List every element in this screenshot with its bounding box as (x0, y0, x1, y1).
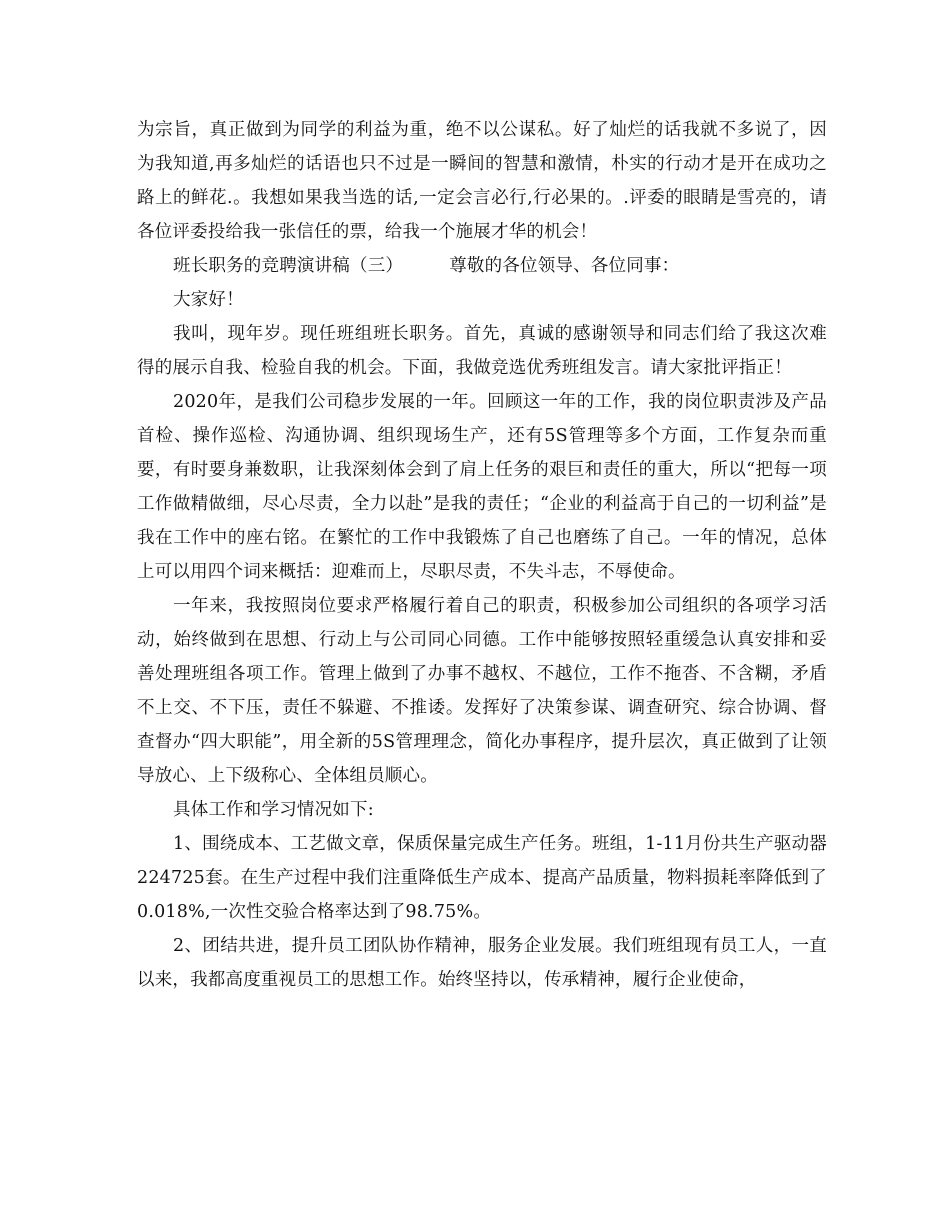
paragraph-1: 为宗旨，真正做到为同学的利益为重，绝不以公谋私。好了灿烂的话我就不多说了，因为我知道,再多灿烂的话语也只不过是一瞬间的智慧和激情，朴实的行动才是开在成功之路上的鲜花.。我想如果我当选的话,一定会言必行,行必果的。.评委的眼睛是雪亮的，请各位评委投给我一张信任的票，给我一个施展才华的机会！ (137, 120, 827, 242)
paragraph-9: 2、团结共进，提升员工团队协作精神，服务企业发展。我们班组现有员工人，一直以来，我都高度重视员工的思想工作。始终坚持以，传承精神，履行企业使命， (137, 936, 827, 990)
paragraph-2: 班长职务的竞聘演讲稿（三） 尊敬的各位领导、各位同事： (173, 256, 680, 276)
paragraph-6: 一年来，我按照岗位要求严格履行着自己的职责，积极参加公司组织的各项学习活动，始终做到在思想、行动上与公司同心同德。工作中能够按照轻重缓急认真安排和妥善处理班组各项工作。管理上做到了办事不越权、不越位，工作不拖沓、不含糊，矛盾不上交、不下压，责任不躲避、不推诿。发挥好了决策参谋、调查研究、综合协调、督查督办“四大职能”，用全新的5S管理理念，简化办事程序，提升层次，真正做到了让领导放心、上下级称心、全体组员顺心。 (137, 596, 827, 786)
paragraph-8: 1、围绕成本、工艺做文章，保质保量完成生产任务。班组，1-11月份共生产驱动器224725套。在生产过程中我们注重降低生产成本、提高产品质量，物料损耗率降低到了0.018%,一次性交验合格率达到了98.75%。 (137, 834, 827, 922)
document-body (137, 113, 827, 997)
paragraph-4: 我叫，现年岁。现任班组班长职务。首先，真诚的感谢领导和同志们给了我这次难得的展示自我、检验自我的机会。下面，我做竞选优秀班组发言。请大家批评指正！ (137, 324, 827, 378)
paragraph-5: 2020年，是我们公司稳步发展的一年。回顾这一年的工作，我的岗位职责涉及产品首检、操作巡检、沟通协调、组织现场生产，还有5S管理等多个方面，工作复杂而重要，有时要身兼数职，让我深刻体会到了肩上任务的艰巨和责任的重大，所以“把每一项工作做精做细，尽心尽责，全力以赴”是我的责任；“企业的利益高于自己的一切利益”是我在工作中的座右铭。在繁忙的工作中我锻炼了自己也磨练了自己。一年的情况，总体上可以用四个词来概括：迎难而上，尽职尽责，不失斗志，不辱使命。 (137, 392, 827, 582)
paragraph-7: 具体工作和学习情况如下: (173, 800, 374, 820)
paragraph-3: 大家好！ (173, 290, 244, 310)
